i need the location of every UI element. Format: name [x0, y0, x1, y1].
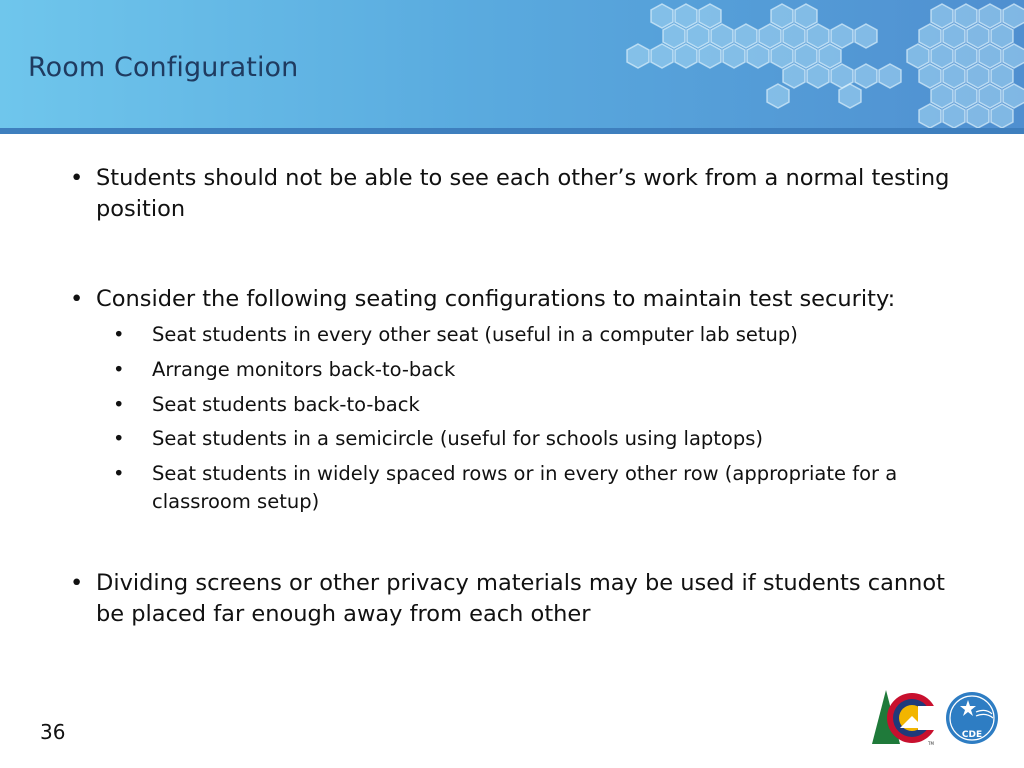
- bullet-dot-icon: •: [70, 286, 84, 312]
- sub-bullet-dot-icon: •: [113, 393, 125, 416]
- cde-label: CDE: [961, 730, 983, 740]
- sub-bullet-text: Arrange monitors back-to-back: [152, 358, 456, 381]
- sub-bullet-text: Seat students in every other seat (useful in a computer lab setup): [152, 323, 798, 346]
- sub-bullet-item: [113, 391, 973, 419]
- bullet-dot-icon: •: [70, 165, 84, 191]
- sub-bullet-item: [113, 321, 973, 349]
- sub-bullet-dot-icon: •: [113, 462, 125, 485]
- sub-bullet-item: [113, 356, 973, 384]
- header-divider: [0, 128, 1024, 134]
- slide-header: [0, 0, 1024, 132]
- sub-bullet-text: Seat students in a semicircle (useful for schools using laptops): [152, 427, 764, 450]
- page-number: 36: [40, 720, 66, 744]
- sub-bullet-item: [113, 425, 973, 453]
- sub-bullet-dot-icon: •: [113, 427, 125, 450]
- trademark-label: TM: [928, 741, 934, 746]
- bullet-item: [70, 284, 950, 315]
- slide-title: Room Configuration: [28, 52, 299, 83]
- cde-logo: [868, 688, 1000, 748]
- bullet-text: Students should not be able to see each other’s work from a normal testing position: [96, 165, 950, 222]
- sub-bullet-dot-icon: •: [113, 323, 125, 346]
- bullet-dot-icon: •: [70, 570, 84, 596]
- sub-bullet-text: Seat students back-to-back: [152, 393, 420, 416]
- sub-bullet-text: Seat students in widely spaced rows or in every other row (appropriate for a classroom setup): [152, 462, 898, 513]
- bullet-text: Consider the following seating configurations to maintain test security:: [96, 286, 896, 312]
- bullet-item: [70, 163, 950, 225]
- sub-bullet-dot-icon: •: [113, 358, 125, 381]
- bullet-text: Dividing screens or other privacy materials may be used if students cannot be placed far enough away from each other: [96, 570, 946, 627]
- sub-bullet-item: [113, 460, 973, 516]
- bullet-item: [70, 568, 950, 630]
